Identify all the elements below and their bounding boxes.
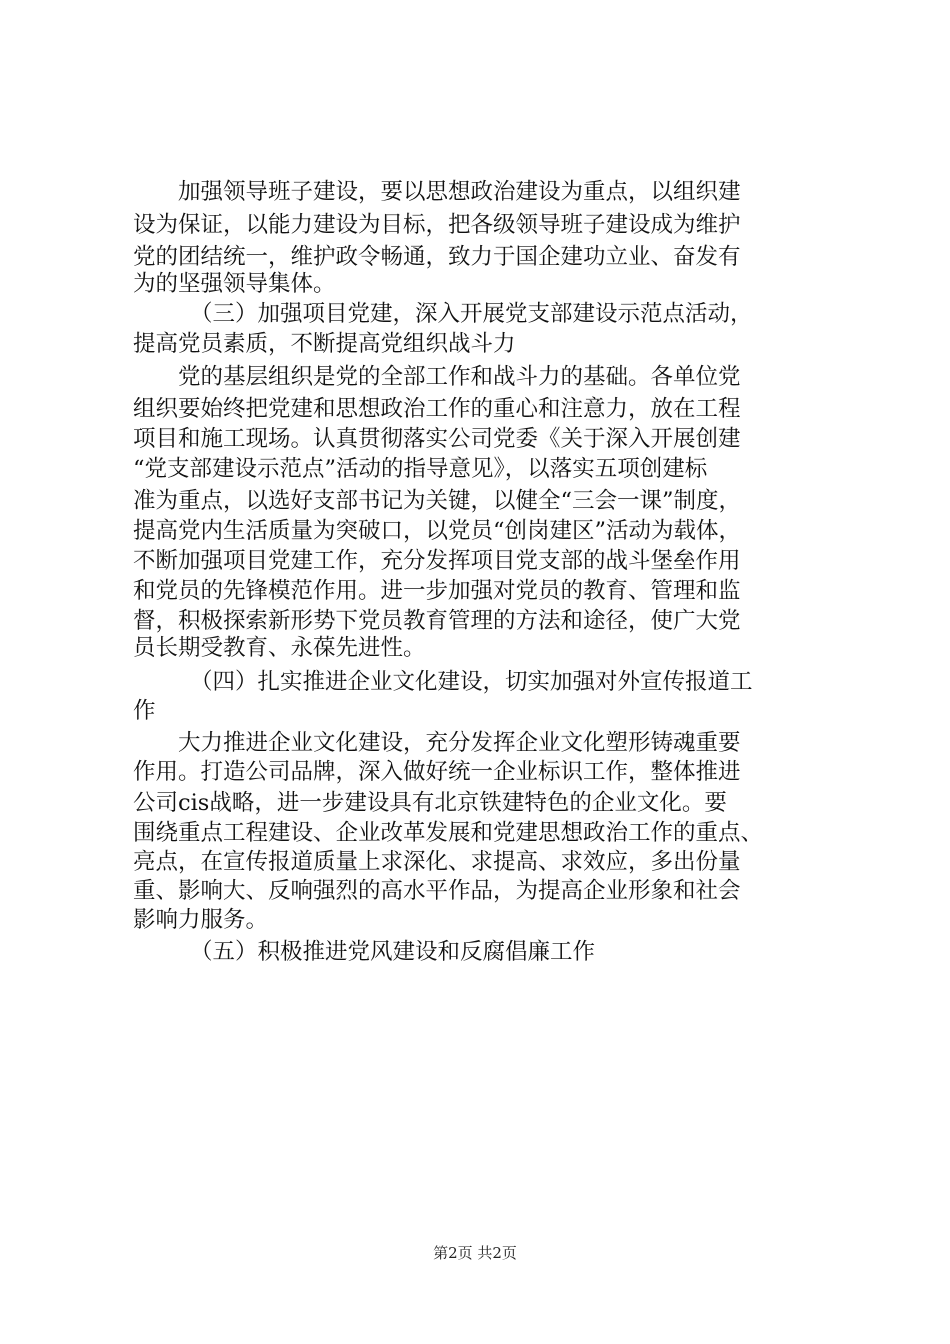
section-heading-line: （三）加强项目党建，深入开展党支部建设示范点活动，	[190, 301, 753, 327]
paragraph-line: 组织要始终把党建和思想政治工作的重心和注意力，放在工程	[133, 396, 741, 422]
paragraph-line: 督，积极探索新形势下党员教育管理的方法和途径，使广大党	[133, 608, 741, 634]
paragraph-line: 公司cis战略，进一步建设具有北京铁建特色的企业文化。要	[133, 790, 727, 816]
paragraph-line: 作用。打造公司品牌，深入做好统一企业标识工作，整体推进	[133, 759, 741, 785]
page-footer: 第2页 共2页	[433, 1244, 517, 1262]
paragraph-line: 和党员的先锋模范作用。进一步加强对党员的教育、管理和监	[133, 578, 741, 604]
section-heading-line: 提高党员素质，不断提高党组织战斗力	[133, 331, 516, 357]
section-heading-line: 作	[133, 698, 156, 724]
paragraph-line: 为的坚强领导集体。	[133, 271, 336, 297]
paragraph-line: 准为重点，以选好支部书记为关键，以健全“三会一课”制度，	[133, 488, 742, 514]
paragraph-line: 党的团结统一，维护政令畅通，致力于国企建功立业、奋发有	[133, 244, 741, 270]
section-heading-line: （四）扎实推进企业文化建设，切实加强对外宣传报道工	[190, 669, 753, 695]
paragraph-line: 重、影响大、反响强烈的高水平作品，为提高企业形象和社会	[133, 878, 741, 904]
paragraph-line: “党支部建设示范点”活动的指导意见》，以落实五项创建标	[133, 456, 708, 482]
paragraph-line: 项目和施工现场。认真贯彻落实公司党委《关于深入开展创建	[133, 426, 741, 452]
paragraph-line: 加强领导班子建设，要以思想政治建设为重点，以组织建	[178, 179, 741, 205]
paragraph-line: 大力推进企业文化建设，充分发挥企业文化塑形铸魂重要	[178, 730, 741, 756]
paragraph-line: 亮点，在宣传报道质量上求深化、求提高、求效应，多出份量	[133, 849, 741, 875]
paragraph-line: 提高党内生活质量为突破口，以党员“创岗建区”活动为载体，	[133, 518, 742, 544]
section-heading-line: （五）积极推进党风建设和反腐倡廉工作	[190, 939, 596, 965]
paragraph-line: 员长期受教育、永葆先进性。	[133, 635, 426, 661]
paragraph-line: 设为保证，以能力建设为目标，把各级领导班子建设成为维护	[133, 212, 741, 238]
paragraph-line: 影响力服务。	[133, 907, 269, 933]
paragraph-line: 围绕重点工程建设、企业改革发展和党建思想政治工作的重点、	[133, 820, 764, 846]
paragraph-line: 不断加强项目党建工作，充分发挥项目党支部的战斗堡垒作用	[133, 548, 741, 574]
paragraph-line: 党的基层组织是党的全部工作和战斗力的基础。各单位党	[178, 364, 741, 390]
